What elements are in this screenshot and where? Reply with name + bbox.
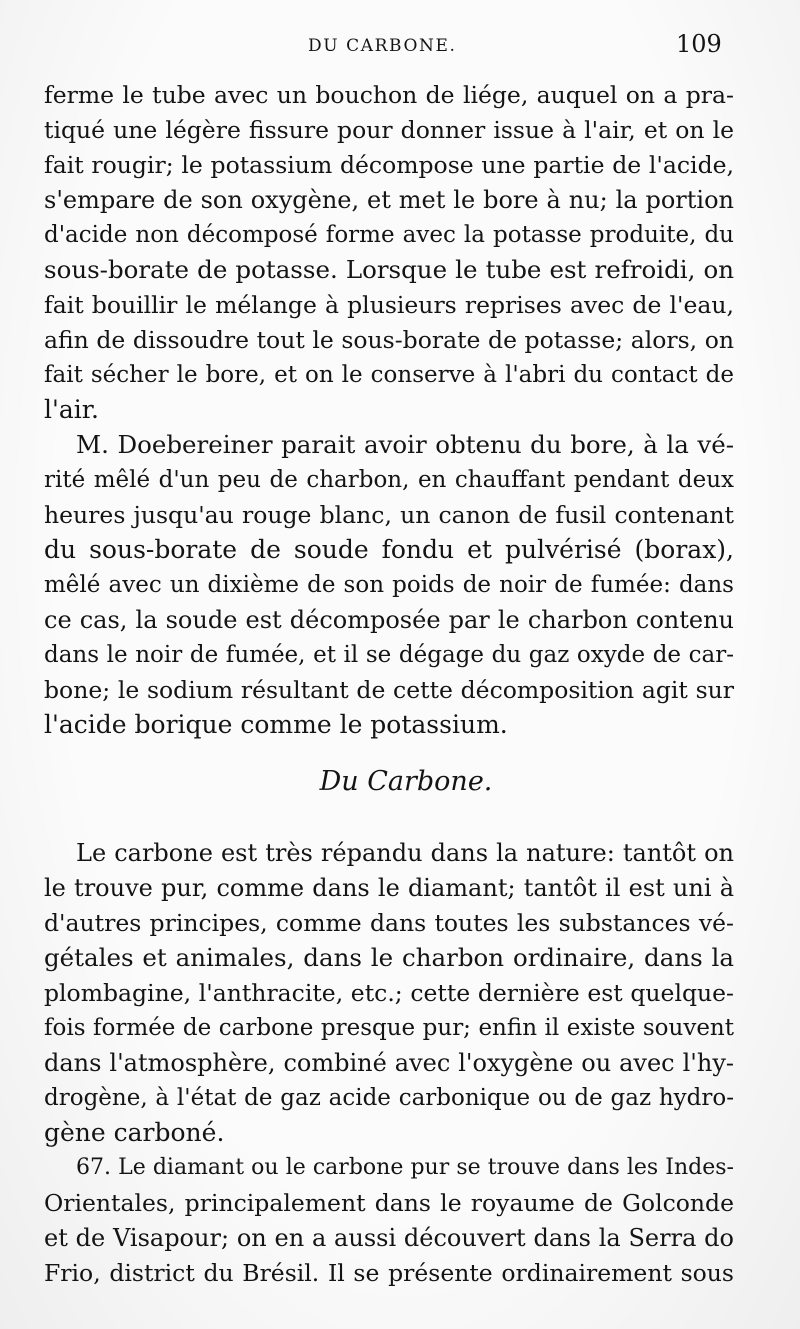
running-head: DU CARBONE. xyxy=(308,36,457,56)
text-line: l'acide borique comme le potassium. xyxy=(44,710,508,739)
text-line: dans le noir de fumée, et il se dégage du gaz oxyde de car- xyxy=(44,642,734,668)
page-header xyxy=(0,30,800,60)
text-line: ferme le tube avec un bouchon de liége, auquel on a pra- xyxy=(44,81,734,109)
text-line: le trouve pur, comme dans le diamant; tantôt il est uni à xyxy=(44,874,734,902)
text-line: ce cas, la soude est décomposée par le charbon contenu xyxy=(44,606,734,634)
text-line: 67. Le diamant ou le carbone pur se trouve dans les Indes- xyxy=(76,1155,734,1180)
text-line: plombagine, l'anthracite, etc.; cette dernière est quelque- xyxy=(44,979,734,1007)
section-heading xyxy=(0,766,800,797)
text-line: gène carboné. xyxy=(44,1118,225,1147)
page-number: 109 xyxy=(676,30,722,58)
text-line: du sous-borate de soude fondu et pulvérisé (borax), xyxy=(44,535,734,564)
text-line: fait bouillir le mélange à plusieurs reprises avec de l'eau, xyxy=(44,291,734,319)
text-line: rité mêlé d'un peu de charbon, en chauffant pendant deux xyxy=(44,467,734,493)
text-line: fois formée de carbone presque pur; enfin il existe souvent xyxy=(44,1015,734,1041)
text-line: heures jusqu'au rouge blanc, un canon de fusil contenant xyxy=(44,501,734,529)
text-line: fait sécher le bore, et on le conserve à l'abri du contact de xyxy=(44,362,734,388)
text-line: dans l'atmosphère, combiné avec l'oxygène ou avec l'hy- xyxy=(44,1049,734,1077)
text-line: s'empare de son oxygène, et met le bore à nu; la portion xyxy=(44,186,734,214)
text-line: bone; le sodium résultant de cette décomposition agit sur xyxy=(44,676,734,704)
text-line: fait rougir; le potassium décompose une partie de l'acide, xyxy=(44,151,734,179)
section-heading-text: Du Carbone. xyxy=(319,766,493,797)
text-line: d'acide non décomposé forme avec la potasse produite, du xyxy=(44,222,734,248)
text-line: afin de dissoudre tout le sous-borate de potasse; alors, on xyxy=(44,326,734,354)
text-line: drogène, à l'état de gaz acide carbonique ou de gaz hydro- xyxy=(44,1085,734,1111)
text-line: et de Visapour; on en a aussi découvert dans la Serra do xyxy=(44,1224,734,1252)
text-line: tiqué une légère fissure pour donner issue à l'air, et on le xyxy=(44,116,734,144)
text-line: Orientales, principalement dans le royaume de Golconde xyxy=(44,1189,734,1217)
text-line: gétales et animales, dans le charbon ordinaire, dans la xyxy=(44,943,734,972)
text-line: d'autres principes, comme dans toutes les substances vé- xyxy=(44,909,734,937)
text-line: M. Doebereiner parait avoir obtenu du bore, à la vé- xyxy=(76,430,734,459)
text-line: l'air. xyxy=(44,395,99,424)
text-line: mêlé avec un dixième de son poids de noir de fumée: dans xyxy=(44,572,734,598)
text-line: Frio, district du Brésil. Il se présente ordinairement sous xyxy=(44,1259,734,1287)
text-line: sous-borate de potasse. Lorsque le tube est refroidi, on xyxy=(44,255,734,284)
text-line: Le carbone est très répandu dans la nature: tantôt on xyxy=(76,839,734,867)
